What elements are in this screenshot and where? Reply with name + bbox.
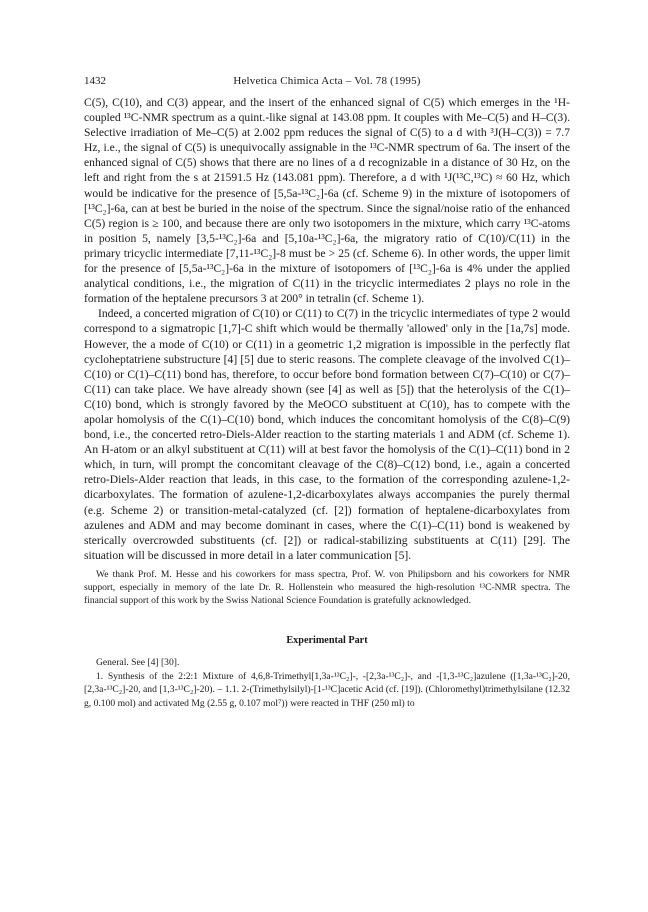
acknowledgement: We thank Prof. M. Hesse and his coworkers for mass spectra, Prof. W. von Philipsborn and his coworkers for NMR support, especially in memory of the late Dr. R. Hollenstein who measured the high-resolution ¹³C-NMR spectra. The financial support of this work by the Swiss National Science Foundation is gratefully acknowledged.	[84, 569, 570, 606]
paragraph-2: Indeed, a concerted migration of C(10) or C(11) to C(7) in the tricyclic intermediates of type 2 would correspond to a sigmatropic [1,7]-C shift which would be thermally 'allowed' only in the [1a,7s] mode. However, the a mode of C(10) or C(11) in a geometric 1,2 migration is impossible in the perfectly flat cycloheptatriene substructure [4] [5] due to steric reasons. The complete cleavage of the involved C(1)–C(10) or C(1)–C(11) bond has, therefore, to occur before bond formation between C(7)–C(10) or C(7)–C(11) can take place. We have already shown (see [4] as well as [5]) that the heterolysis of the C(1)–C(10) bond, which is strongly favored by the MeOCO substituent at C(10), has to compete with the apolar homolysis of the C(1)–C(10) bond, which induces the concomitant homolysis of the C(8)–C(9) bond, i.e., the concerted retro-Diels-Alder reaction to the starting materials 1 and ADM (cf. Scheme 1). An H-atom or an alkyl substituent at C(11) will at best favor the homolysis of the C(1)–C(11) bond in 2 which, in turn, will prompt the concomitant cleavage of the C(8)–C(12) bond, i.e., again a concerted retro-Diels-Alder reaction that leads, in this case, to the formation of the corresponding azulene-1,2-dicarboxylates. The formation of azulene-1,2-dicarboxylates always accompanies the purely thermal (e.g. Scheme 2) or transition-metal-catalyzed (cf. [2]) formation of heptalene-dicarboxylates from azulenes and ADM and may become dominant in cases, where the C(1)–C(11) bond is weakened by sterically overcrowded substituents (cf. [2]) or radical-stabilizing substituents at C(11) [29]. The situation will be discussed in more detail in a later communication [5].	[84, 307, 570, 562]
experimental-section-1: 1. Synthesis of the 2:2:1 Mixture of 4,6,8-Trimethyl[1,3a-¹³C₂]-, -[2,3a-¹³C₂]-, and -[1,3-¹³C₂]azulene ([1,3a-¹³C₂]-20, [2,3a-¹³C₂]-20, and [1,3-¹³C₂]-20). – 1.1. 2-(Trimethylsilyl)-[1-¹³C]acetic Acid (cf. [19]). (Chloromethyl)trimethylsilane (12.32 g, 0.100 mol) and activated Mg (2.55 g, 0.107 mol⁷)) were reacted in THF (250 ml) to	[84, 670, 570, 709]
journal-title: Helvetica Chimica Acta – Vol. 78 (1995)	[233, 75, 421, 87]
experimental-text	[84, 656, 570, 710]
experimental-general: General. See [4] [30].	[96, 657, 180, 668]
paragraph-1: C(5), C(10), and C(3) appear, and the insert of the enhanced signal of C(5) which emerges in the ¹H-coupled ¹³C-NMR spectrum as a quint.-like signal at 143.08 ppm. It couples with Me–C(5) and H–C(3). Selective irradiation of Me–C(5) at 2.002 ppm reduces the signal of C(5) to a d with ³J(H–C(3)) = 7.7 Hz, i.e., the signal of C(5) is unequivocally assignable in the ¹³C-NMR spectrum of 6a. The insert of the enhanced signal of C(5) shows that there are no lines of a d recognizable in a distance of 30 Hz, on the left and right from the s at 21591.5 Hz (143.081 ppm). Therefore, a d with ¹J(¹³C,¹³C) ≈ 60 Hz, which would be indicative for the presence of [5,5a-¹³C₂]-6a (cf. Scheme 9) in the mixture of isotopomers of [¹³C₂]-6a, can at best be buried in the noise of the spectrum. Since the signal/noise ratio of the enhanced C(5) region is ≥ 100, and because there are only two isotopomers in the mixture, which carry ¹³C-atoms in position 5, namely [3,5-¹³C₂]-6a and [5,10a-¹³C₂]-6a, the migratory ratio of C(10)/C(11) in the primary tricyclic intermediate [7,11-¹³C₂]-8 must be > 25 (cf. Scheme 6). In other words, the upper limit for the presence of [5,5a-¹³C₂]-6a in the mixture of isotopomers of [¹³C₂]-6a is 4% under the applied analytical conditions, i.e., the migration of C(11) in the tricyclic intermediates 2 plays no role in the formation of the heptalene precursors 3 at 200° in tetralin (cf. Scheme 1).	[84, 96, 570, 306]
page-number: 1432	[84, 75, 106, 87]
running-header	[84, 74, 570, 88]
experimental-heading: Experimental Part	[286, 635, 368, 646]
main-text	[84, 95, 570, 563]
